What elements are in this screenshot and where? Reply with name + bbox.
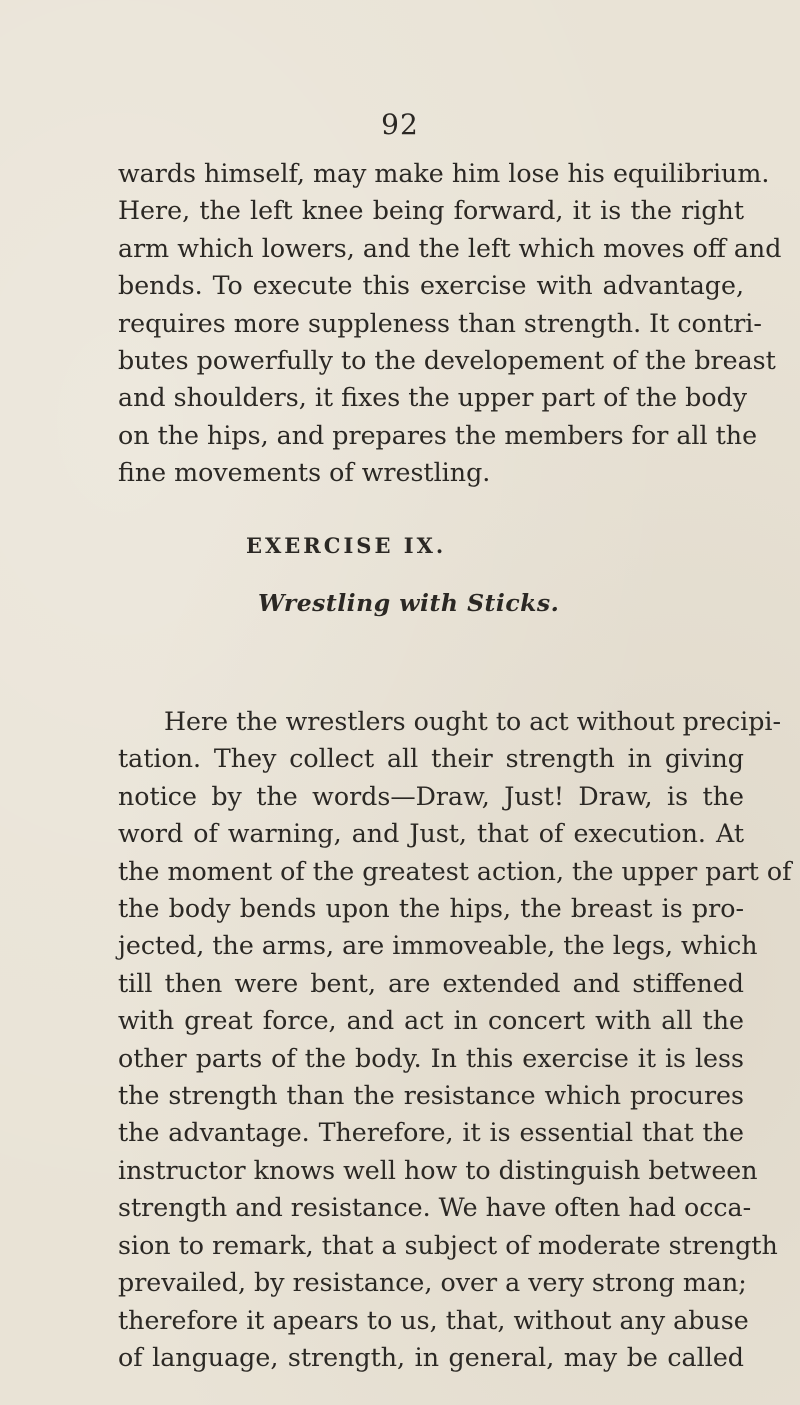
text-line: notice by the words—Draw, Just! Draw, is the	[118, 781, 744, 811]
text-line: the moment of the greatest action, the upper part of	[118, 856, 792, 886]
text-line: on the hips, and prepares the members for all the	[118, 420, 758, 450]
paragraph-body	[118, 703, 792, 1376]
text-line: requires more suppleness than strength. It contri-	[118, 308, 762, 338]
text-line: the advantage. Therefore, it is essential that the	[118, 1118, 744, 1148]
text-line: wards himself, may make him lose his equilibrium.	[118, 159, 770, 188]
text-line: and shoulders, it fixes the upper part of the body	[118, 383, 748, 413]
paragraph-continued	[118, 155, 782, 492]
text-line: prevailed, by resistance, over a very strong man;	[118, 1268, 747, 1298]
text-line: other parts of the body. In this exercise it is less	[118, 1043, 744, 1073]
page-number: 92	[381, 108, 419, 141]
text-line: word of warning, and Just, that of execution. At	[118, 819, 744, 849]
text-line: instructor knows well how to distinguish between	[118, 1155, 758, 1185]
text-line: of language, strength, in general, may be called	[118, 1342, 744, 1372]
text-line: jected, the arms, are immoveable, the legs, which	[118, 931, 758, 961]
text-line: till then were bent, are extended and stiffened	[118, 968, 744, 998]
text-line: the strength than the resistance which procures	[118, 1081, 744, 1111]
exercise-heading: EXERCISE IX.	[246, 533, 447, 558]
text-line: butes powerfully to the developement of the breast	[118, 346, 776, 376]
text-line: arm which lowers, and the left which moves off and	[118, 233, 782, 263]
text-line: therefore it apears to us, that, without any abuse	[118, 1305, 749, 1335]
text-line: tation. They collect all their strength in giving	[118, 744, 744, 774]
text-line: sion to remark, that a subject of moderate strength	[118, 1230, 778, 1260]
text-line: fine movements of wrestling.	[118, 458, 491, 488]
text-line: the body bends upon the hips, the breast is pro-	[118, 894, 744, 924]
text-line: with great force, and act in concert with all the	[118, 1006, 744, 1036]
text-line: Here, the left knee being forward, it is the right	[118, 196, 744, 226]
exercise-subheading: Wrestling with Sticks.	[258, 589, 560, 617]
text-line: Here the wrestlers ought to act without precipi-	[164, 707, 782, 736]
text-line: strength and resistance. We have often had occa-	[118, 1193, 752, 1223]
text-line: bends. To execute this exercise with advantage,	[118, 271, 744, 301]
